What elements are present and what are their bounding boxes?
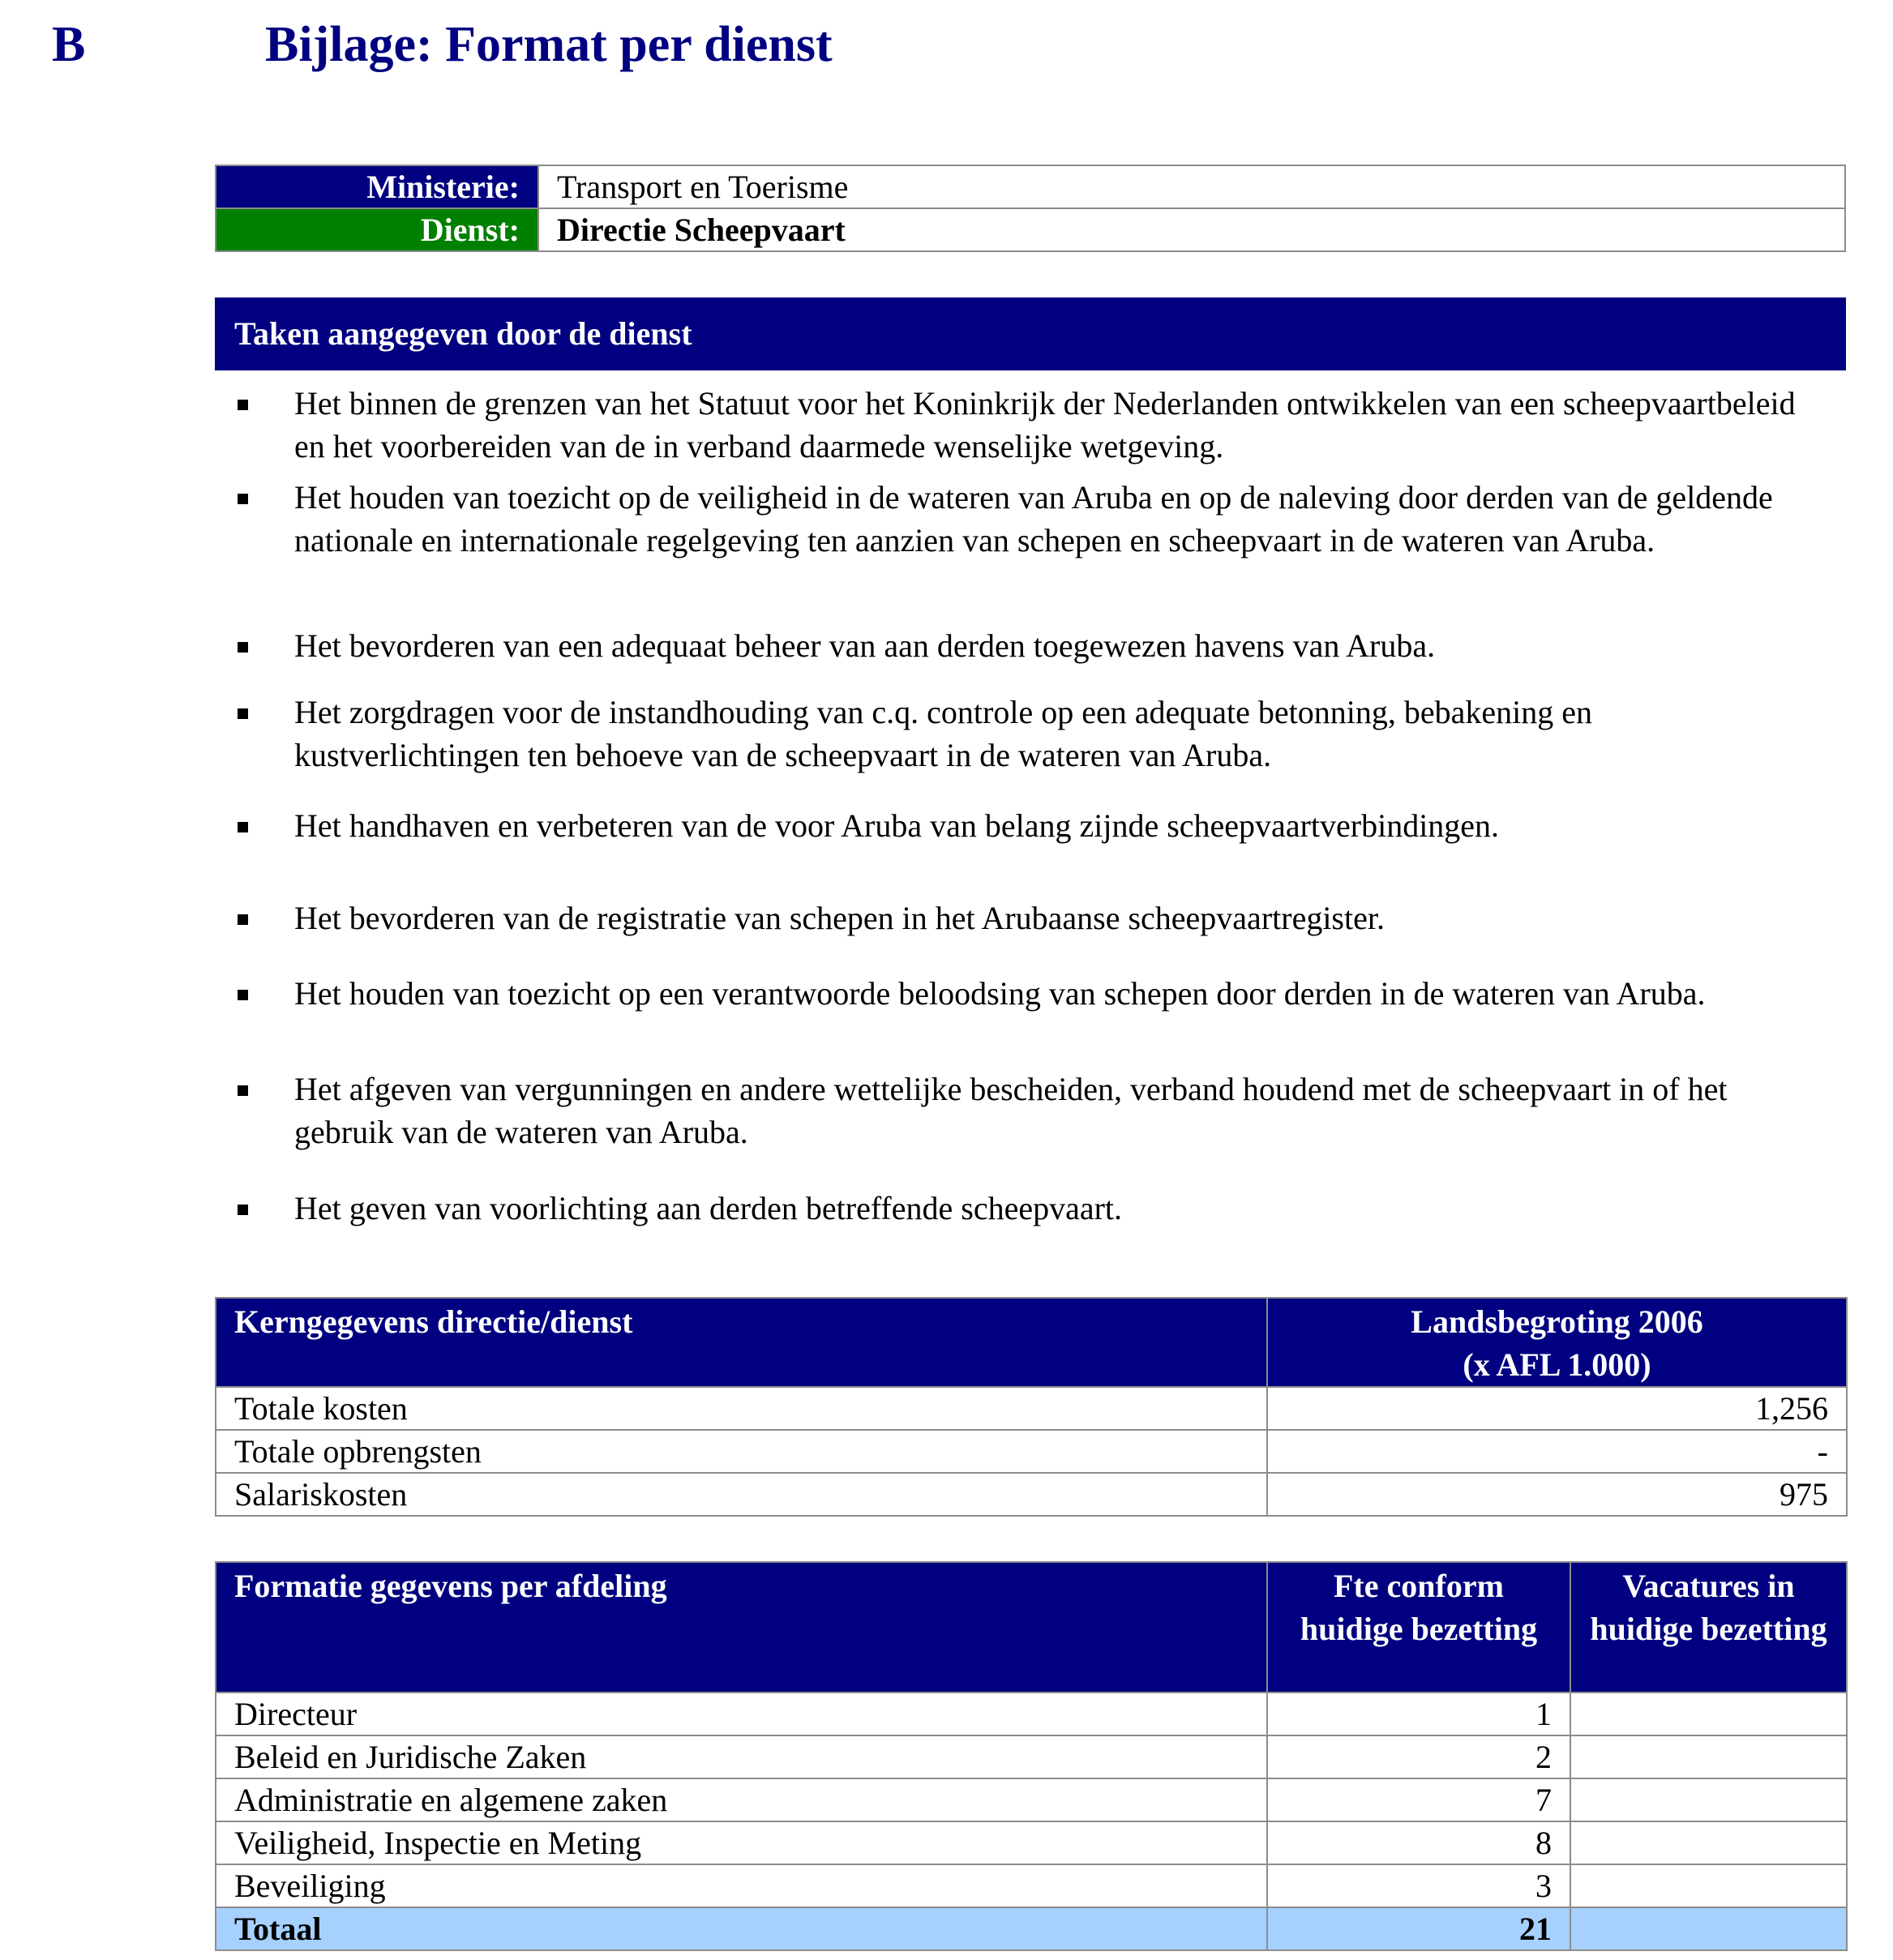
formatie-header-vacatures: Vacatures in huidige bezetting [1570,1562,1847,1693]
bullet-icon [238,708,248,719]
task-text: Het houden van toezicht op de veiligheid in de wateren van Aruba en op de naleving door derden van de geldende nationale en internationale regelgeving ten aanzien van schepen en scheepvaart in de wateren van Aruba. [294,479,1773,558]
task-text: Het houden van toezicht op een verantwoorde beloodsing van schepen door derden in de wateren van Aruba. [294,975,1706,1012]
total-row [216,1907,1847,1950]
task-text: Het bevorderen van een adequaat beheer van aan derden toegewezen havens van Aruba. [294,627,1436,664]
total-label: Totaal [216,1907,1267,1950]
ministerie-row [216,165,1845,208]
row-value: - [1267,1430,1847,1473]
tasks-header: Taken aangegeven door de dienst [215,297,1846,370]
task-item [215,1187,1846,1230]
table-row [216,1735,1847,1778]
formatie-header-fte: Fte conform huidige bezetting [1267,1562,1570,1693]
task-item [215,691,1846,777]
task-text: Het handhaven en verbeteren van de voor Aruba van belang zijnde scheepvaartverbindingen. [294,807,1500,844]
table-row [216,1821,1847,1864]
afdeling-fte: 7 [1267,1778,1570,1821]
bullet-icon [238,642,248,653]
appendix-letter: B [52,17,86,72]
afdeling-fte: 3 [1267,1864,1570,1907]
afdeling-vacatures [1570,1693,1847,1735]
table-row [216,1387,1847,1430]
bullet-icon [238,400,248,410]
budget-header-line2: (x AFL 1.000) [1463,1346,1651,1383]
ministerie-label: Ministerie: [216,165,538,208]
row-label: Totale kosten [216,1387,1267,1430]
task-text: Het bevorderen van de registratie van schepen in het Arubaanse scheepvaartregister. [294,900,1385,936]
kerngegevens-block [215,1297,1846,1517]
afdeling-label: Directeur [216,1693,1267,1735]
total-fte: 21 [1267,1907,1570,1950]
formatie-block [215,1561,1846,1951]
dienst-row [216,208,1845,251]
afdeling-label: Veiligheid, Inspectie en Meting [216,1821,1267,1864]
afdeling-label: Beveiliging [216,1864,1267,1907]
dienst-value: Directie Scheepvaart [538,208,1845,251]
total-vacatures [1570,1907,1847,1950]
task-item [215,476,1846,562]
row-label: Totale opbrengsten [216,1430,1267,1473]
afdeling-fte: 1 [1267,1693,1570,1735]
task-item [215,624,1846,667]
bullet-icon [238,1085,248,1096]
task-item [215,382,1846,468]
row-value: 1,256 [1267,1387,1847,1430]
bullet-icon [238,1205,248,1215]
afdeling-vacatures [1570,1821,1847,1864]
task-text: Het binnen de grenzen van het Statuut voor het Koninkrijk der Nederlanden ontwikkelen van een scheepvaartbeleid en het voorbereiden van de in verband daarmede wenselijke wetgeving. [294,385,1796,464]
ministerie-value: Transport en Toerisme [538,165,1845,208]
info-table-block [215,165,1846,252]
task-text: Het zorgdragen voor de instandhouding van c.q. controle op een adequate betonning, bebakening en kustverlichtingen ten behoeve van de scheepvaart in de wateren van Aruba. [294,694,1592,773]
kerngegevens-header-label: Kerngegevens directie/dienst [216,1298,1267,1387]
task-text: Het geven van voorlichting aan derden betreffende scheepvaart. [294,1190,1123,1226]
bullet-icon [238,494,248,504]
afdeling-vacatures [1570,1735,1847,1778]
afdeling-fte: 8 [1267,1821,1570,1864]
afdeling-label: Administratie en algemene zaken [216,1778,1267,1821]
budget-header-line1: Landsbegroting 2006 [1411,1303,1703,1340]
row-value: 975 [1267,1473,1847,1516]
afdeling-vacatures [1570,1778,1847,1821]
table-row [216,1864,1847,1907]
bullet-icon [238,914,248,925]
afdeling-label: Beleid en Juridische Zaken [216,1735,1267,1778]
task-item [215,897,1846,939]
bullet-icon [238,990,248,1000]
info-table [215,165,1846,252]
table-row [216,1430,1847,1473]
task-item [215,804,1846,847]
bullet-icon [238,822,248,832]
afdeling-vacatures [1570,1864,1847,1907]
table-row [216,1693,1847,1735]
task-text: Het afgeven van vergunningen en andere wettelijke bescheiden, verband houdend met de scheepvaart in of het gebruik van de wateren van Aruba. [294,1071,1728,1150]
task-item [215,972,1846,1015]
task-item [215,1068,1846,1153]
kerngegevens-header-row [216,1298,1847,1387]
row-label: Salariskosten [216,1473,1267,1516]
page-title: Bijlage: Format per dienst [265,17,833,72]
formatie-header-label: Formatie gegevens per afdeling [216,1562,1267,1693]
table-row [216,1778,1847,1821]
kerngegevens-header-budget [1267,1298,1847,1387]
dienst-label: Dienst: [216,208,538,251]
formatie-header-row [216,1562,1847,1693]
afdeling-fte: 2 [1267,1735,1570,1778]
kerngegevens-table [215,1297,1848,1517]
formatie-table [215,1561,1848,1951]
table-row [216,1473,1847,1516]
